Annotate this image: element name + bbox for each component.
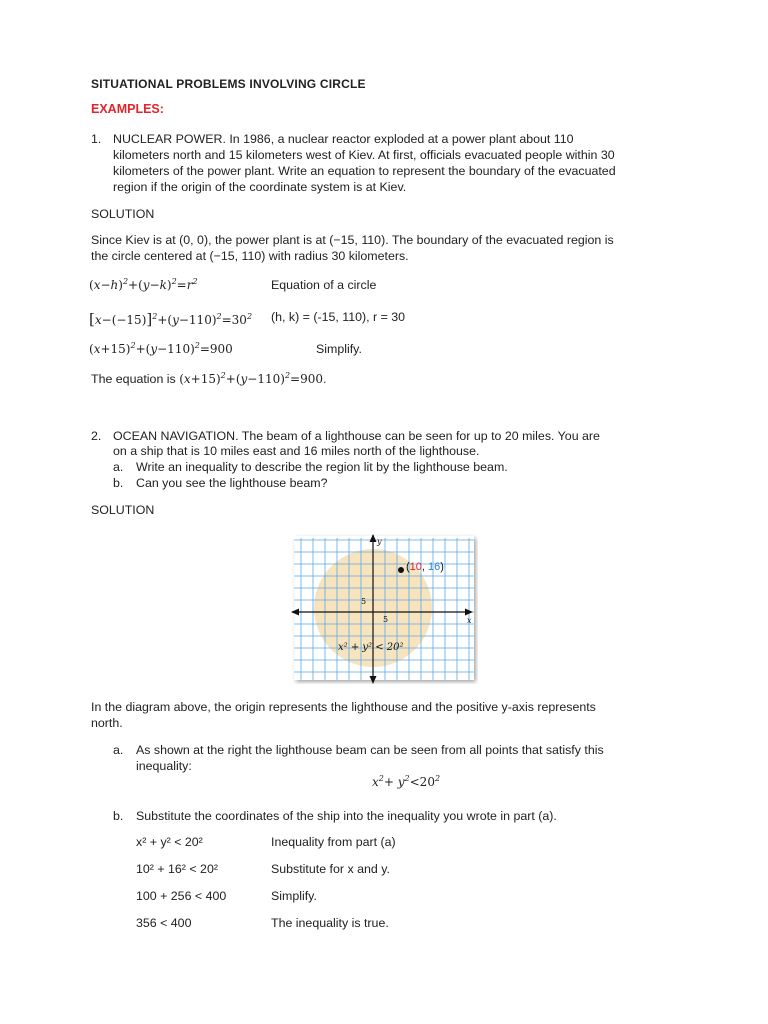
step3-note: Simplify. bbox=[316, 342, 362, 356]
problem1-solution-line-2: the circle centered at (−15, 110) with radius 30 kilometers. bbox=[91, 249, 409, 263]
part-a-inequality: $x^2+ y^2<20^2$ bbox=[372, 774, 441, 789]
table-row-3-expr: 100 + 256 < 400 bbox=[136, 889, 227, 903]
x-tick-label: 5 bbox=[383, 615, 389, 624]
problem2-line-1: OCEAN NAVIGATION. The beam of a lighthouse can be seen for up to 20 miles. You are bbox=[113, 429, 600, 443]
part-a-letter: a. bbox=[113, 743, 124, 757]
ship-y-coordinate: 16 bbox=[428, 561, 441, 573]
equation-simplified: $(x+15)^2+(y-110)^2=900$ bbox=[89, 341, 233, 356]
table-row-4-expr: 356 < 400 bbox=[136, 916, 192, 930]
table-row-1-note: Inequality from part (a) bbox=[271, 835, 396, 849]
problem2-part-b-letter: b. bbox=[113, 476, 124, 490]
table-row-2-note: Substitute for x and y. bbox=[271, 862, 390, 876]
equation-substituted: $[x-(-15)]^2+(y-110)^2=30^2$ bbox=[89, 310, 253, 328]
ship-point bbox=[398, 567, 404, 573]
problem1-solution-label: SOLUTION bbox=[91, 207, 155, 221]
table-row-1-expr: x² + y² < 20² bbox=[136, 835, 203, 849]
diagram-line-1: In the diagram above, the origin represents the lighthouse and the positive y-axis represents bbox=[91, 700, 596, 714]
problem2-line-2: on a ship that is 10 miles east and 16 miles north of the lighthouse. bbox=[113, 444, 480, 458]
problem1-line-2: kilometers north and 15 kilometers west of Kiev. At first, officials evacuated people within 30 bbox=[113, 148, 615, 162]
problem1-solution-line-1: Since Kiev is at (0, 0), the power plant is at (−15, 110). The boundary of the evacuated region is bbox=[91, 233, 614, 247]
conclusion-prefix: The equation is bbox=[91, 372, 176, 386]
part-a-line-2: inequality: bbox=[136, 759, 192, 773]
step1-note: Equation of a circle bbox=[271, 278, 377, 292]
part-a-line-1: As shown at the right the lighthouse beam can be seen from all points that satisfy this bbox=[136, 743, 604, 757]
problem2-part-a-text: Write an inequality to describe the region lit by the lighthouse beam. bbox=[136, 460, 508, 474]
problem1-line-3: kilometers of the power plant. Write an equation to represent the boundary of the evacuated bbox=[113, 164, 616, 178]
part-b-text: Substitute the coordinates of the ship into the inequality you wrote in part (a). bbox=[136, 809, 557, 823]
x-axis-label: x bbox=[467, 616, 472, 625]
y-axis-label: y bbox=[377, 537, 382, 546]
table-row-2-expr: 10² + 16² < 20² bbox=[136, 862, 218, 876]
equation-general-form: $(x-h)^2+(y-k)^2=r^2$ bbox=[89, 277, 198, 292]
problem1-line-1: NUCLEAR POWER. In 1986, a nuclear reactor exploded at a power plant about 110 bbox=[113, 132, 574, 146]
problem2-number: 2. bbox=[91, 429, 102, 443]
ship-x-coordinate: 10 bbox=[409, 561, 422, 573]
diagram-line-2: north. bbox=[91, 716, 123, 730]
problem1-number: 1. bbox=[91, 132, 102, 146]
problem1-line-4: region if the origin of the coordinate system is at Kiev. bbox=[113, 180, 407, 194]
page-title: SITUATIONAL PROBLEMS INVOLVING CIRCLE bbox=[91, 77, 366, 91]
step2-note: (h, k) = (-15, 110), r = 30 bbox=[271, 310, 406, 324]
problem1-conclusion: The equation is $(x+15)^2+(y-110)^2=900$. bbox=[91, 371, 327, 386]
problem2-part-b-text: Can you see the lighthouse beam? bbox=[136, 476, 328, 490]
lighthouse-graph bbox=[291, 534, 478, 684]
problem2-part-a-letter: a. bbox=[113, 460, 124, 474]
table-row-4-note: The inequality is true. bbox=[271, 916, 389, 930]
y-tick-label: 5 bbox=[361, 597, 367, 606]
table-row-3-note: Simplify. bbox=[271, 889, 317, 903]
ship-point-label: (10, 16) bbox=[406, 561, 444, 573]
part-b-letter: b. bbox=[113, 809, 124, 823]
problem2-solution-label: SOLUTION bbox=[91, 503, 155, 517]
inequality-label: x² + y² < 20² bbox=[338, 642, 404, 653]
examples-heading: EXAMPLES: bbox=[91, 102, 164, 116]
